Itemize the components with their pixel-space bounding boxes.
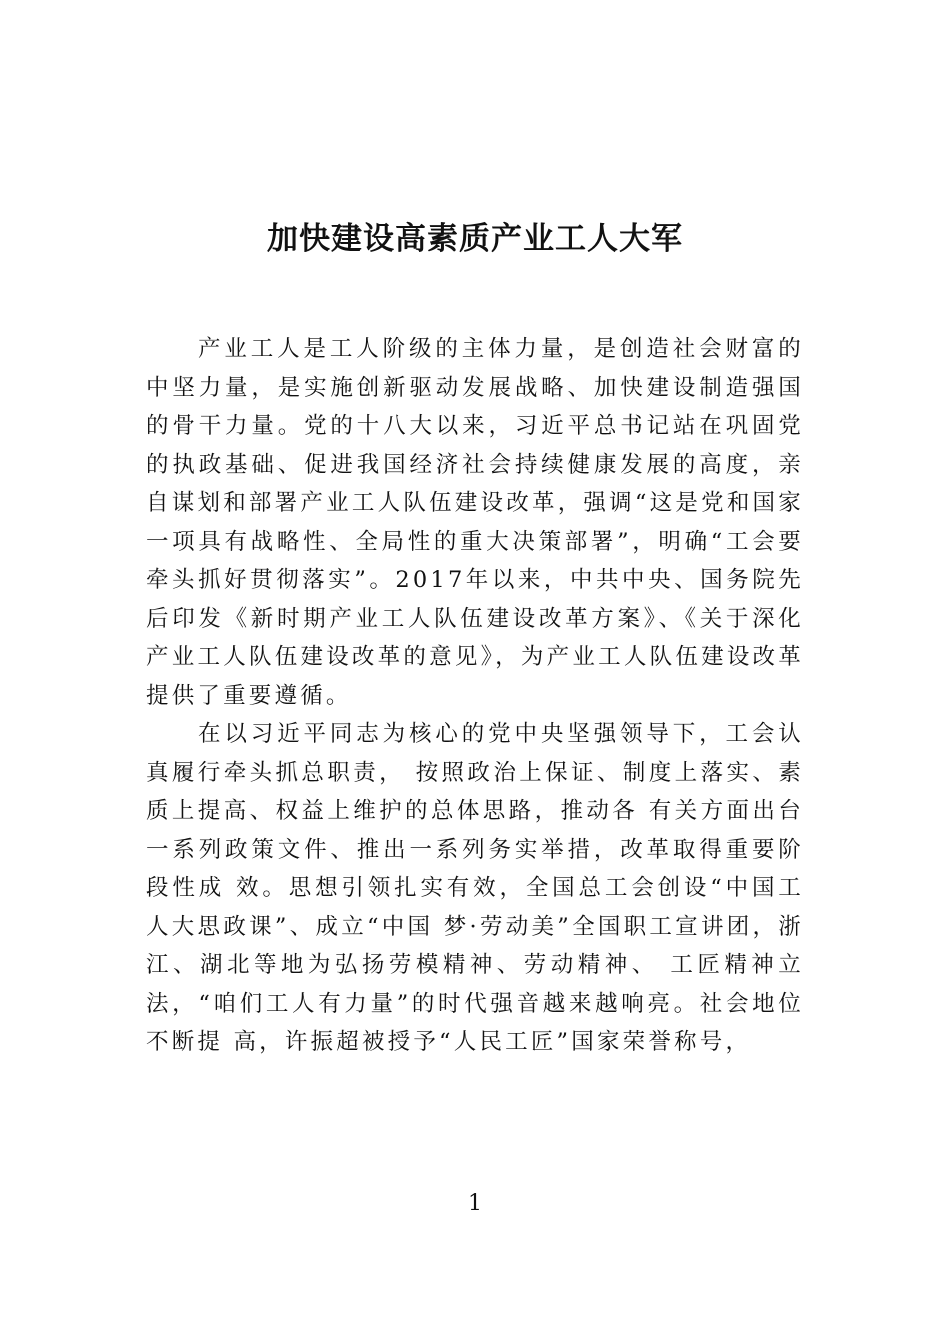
page-number: 1	[468, 1191, 482, 1216]
document-body	[146, 330, 804, 1062]
document-title: 加快建设高素质产业工人大军	[267, 220, 683, 257]
paragraph-1: 产业工人是工人阶级的主体力量，是创造社会财富的中坚力量，是实施创新驱动发展战略、加快建设制造强国的骨干力量。党的十八大以来，习近平总书记站在巩固党的执政基础、促进我国经济社会持续健康发展的高度，亲自谋划和部署产业工人队伍建设改革，强调“这是党和国家一项具有战略性、全局性的重大决策部署”，明确“工会要牵头抓好贯彻落实”。2017年以来，中共中央、国务院先后印发《新时期产业工人队伍建设改革方案》、《关于深化产业工人队伍建设改革的意见》，为产业工人队伍建设改革提供了重要遵循。	[146, 336, 804, 709]
paragraph-2: 在以习近平同志为核心的党中央坚强领导下，工会认真履行牵头抓总职责， 按照政治上保证、制度上落实、素质上提高、权益上维护的总体思路，推动各 有关方面出台一系列政策文件、推出一系列务实举措，改革取得重要阶段性成 效。思想引领扎实有效，全国总工会创设“中国工人大思政课”、成立“中国 梦·劳动美”全国职工宣讲团，浙江、湖北等地为弘扬劳模精神、劳动精神、 工匠精神立法，“咱们工人有力量”的时代强音越来越响亮。社会地位不断提 高，许振超被授予“人民工匠”国家荣誉称号，	[146, 721, 804, 1055]
